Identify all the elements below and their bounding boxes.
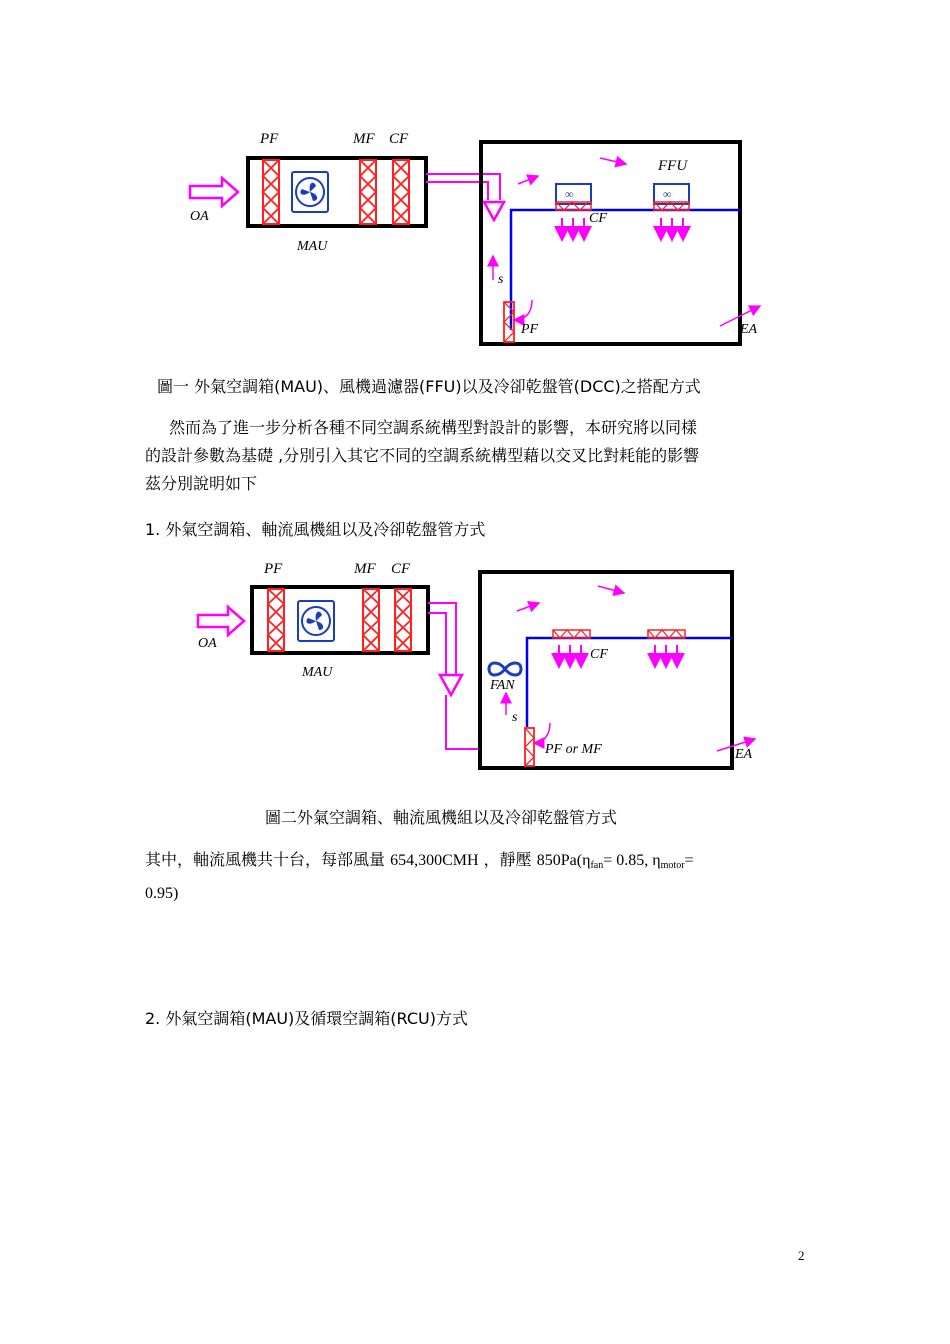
room-pf-filter — [504, 302, 514, 342]
figure-2-diagram — [190, 555, 753, 780]
label-ffu: FFU — [658, 158, 688, 174]
flow-arrow — [518, 176, 538, 184]
paragraph-2-middle: ，靜壓 — [483, 850, 532, 869]
label-cf-room: CF — [590, 647, 608, 662]
flow-arrow — [517, 603, 539, 611]
ffu-unit-1 — [556, 184, 591, 210]
mau-fan-icon — [292, 172, 328, 212]
flow-arrow — [598, 586, 624, 593]
supply-duct — [426, 174, 500, 200]
section-1-heading: 1. 外氣空調箱、軸流風機組以及冷卻乾盤管方式 — [145, 520, 486, 539]
mau-box — [248, 158, 426, 226]
label-mau: MAU — [302, 665, 333, 680]
section-2-heading: 2. 外氣空調箱(MAU)及循環空調箱(RCU)方式 — [145, 1009, 468, 1028]
pf-filter — [268, 589, 284, 651]
paragraph-1-line-1: 然而為了進一步分析各種不同空調系統構型對設計的影響，本研究將以同樣 — [169, 418, 698, 437]
supply-duct — [428, 603, 456, 675]
label-pf-or-mf: PF or MF — [545, 742, 602, 757]
page-number: 2 — [798, 1248, 805, 1263]
label-pf: PF — [260, 131, 279, 147]
duct-down-arrow — [484, 202, 504, 220]
figure-1-diagram — [180, 120, 758, 360]
label-s: s — [498, 272, 504, 287]
paragraph-1 — [145, 414, 810, 498]
cf-filter — [395, 589, 411, 651]
axial-fan-icon — [489, 663, 521, 675]
label-ea: EA — [740, 322, 758, 337]
mf-filter — [360, 160, 376, 224]
ceiling-line — [527, 638, 732, 727]
duct-down-arrow — [440, 675, 462, 695]
fan-subscript: fan — [590, 860, 604, 871]
room-filter — [525, 728, 534, 766]
curved-arrow — [514, 300, 532, 320]
motor-subscript: motor — [660, 860, 685, 871]
paragraph-1-line-2: 的設計參數為基礎 ,分別引入其它不同的空調系統構型藉以交叉比對耗能的影響 — [145, 446, 700, 465]
cleanroom-box — [480, 572, 732, 768]
fan-efficiency: = 0.85, η — [603, 852, 661, 869]
ffu-unit-2 — [654, 184, 689, 210]
svg-text:∞: ∞ — [565, 187, 574, 201]
label-ea: EA — [735, 747, 753, 762]
downflow-arrows — [559, 645, 677, 667]
curved-arrow — [534, 723, 550, 743]
label-s: s — [512, 710, 518, 725]
oa-inlet-arrow — [190, 178, 238, 206]
cf-filter — [393, 160, 409, 224]
pf-filter — [263, 160, 279, 224]
paragraph-2-line-2: 0.95) — [145, 885, 179, 902]
svg-text:∞: ∞ — [663, 187, 672, 201]
label-fan: FAN — [490, 678, 515, 693]
label-mf: MF — [354, 561, 376, 577]
label-pf: PF — [264, 561, 283, 577]
ceiling-line — [511, 210, 740, 330]
figure-1-caption: 圖一 外氣空調箱(MAU)、風機過濾器(FFU)以及冷卻乾盤管(DCC)之搭配方式 — [157, 377, 701, 396]
label-mf: MF — [353, 131, 375, 147]
mau-fan-icon — [298, 601, 334, 641]
label-cf: CF — [389, 131, 409, 147]
label-pf-room: PF — [521, 322, 539, 337]
label-mau: MAU — [297, 239, 328, 254]
paragraph-1-line-3: 茲分別說明如下 — [145, 474, 258, 493]
duct-to-room — [446, 695, 480, 749]
label-oa: OA — [198, 636, 217, 651]
label-cf-room: CF — [589, 211, 607, 226]
oa-inlet-arrow — [198, 607, 244, 635]
downflow-arrows — [562, 218, 683, 240]
cleanroom-box — [481, 142, 740, 344]
figure-2-caption: 圖二外氣空調箱、軸流風機組以及冷卻乾盤管方式 — [265, 808, 618, 827]
flow-value: 654,300CMH — [390, 852, 479, 869]
label-cf: CF — [391, 561, 411, 577]
pressure-value: 850Pa(η — [536, 852, 591, 869]
motor-efficiency: = — [684, 852, 694, 869]
label-oa: OA — [190, 209, 209, 224]
mf-filter — [363, 589, 379, 651]
flow-arrow — [600, 158, 626, 164]
paragraph-2-prefix: 其中，軸流風機共十台，每部風量 — [145, 850, 386, 869]
paragraph-2 — [145, 846, 810, 908]
